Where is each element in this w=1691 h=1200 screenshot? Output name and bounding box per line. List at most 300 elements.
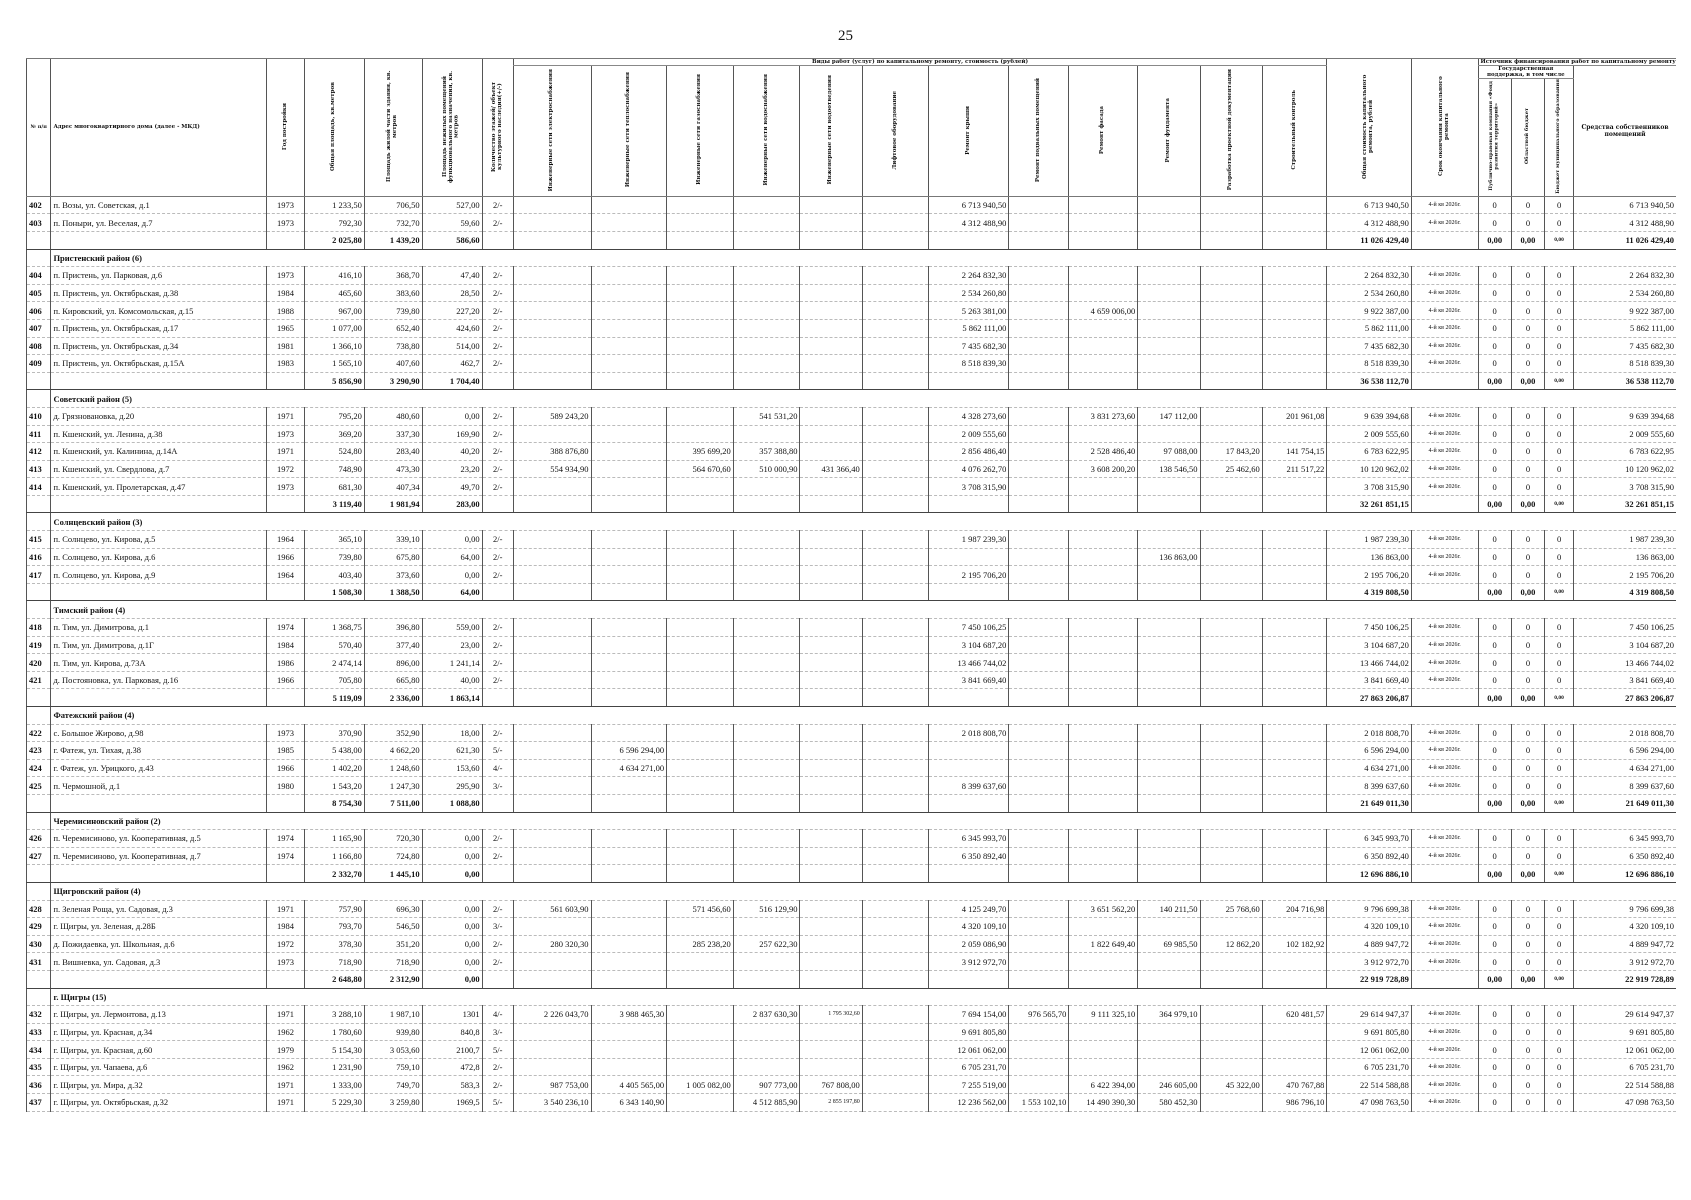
- cell-c3: [667, 671, 734, 689]
- cell-f4: 4 889 947,72: [1574, 935, 1676, 953]
- cell-c7: 4 312 488,90: [929, 214, 1009, 232]
- cell-f2: 0: [1511, 671, 1544, 689]
- cell-c11: 25 462,60: [1200, 460, 1262, 478]
- cell-c8: [1009, 1058, 1069, 1076]
- cell-f2: 0: [1511, 267, 1544, 285]
- cell-c7: 13 466 744,02: [929, 654, 1009, 672]
- cell-f3: 0: [1545, 847, 1574, 865]
- cell-c3: [667, 548, 734, 566]
- cell-c10: 580 452,30: [1138, 1094, 1200, 1112]
- cell-total: 9 922 387,00: [1327, 302, 1411, 320]
- cell-f3: 0: [1545, 425, 1574, 443]
- table-row: [27, 636, 1677, 654]
- cell-fl: 3/-: [482, 1023, 513, 1041]
- cell-c8: [1009, 355, 1069, 373]
- cell-c5: [800, 742, 862, 760]
- total-cell-f1: 0,00: [1478, 372, 1511, 390]
- cell-total: 4 320 109,10: [1327, 918, 1411, 936]
- cell-nonres: 0,00: [422, 830, 482, 848]
- cell-total: 12 061 062,00: [1327, 1041, 1411, 1059]
- cell-addr: п. Пристень, ул. Парковая, д.6: [51, 267, 267, 285]
- cell-c4: [733, 267, 800, 285]
- cell-c10: 69 985,50: [1138, 935, 1200, 953]
- cell-c8: [1009, 777, 1069, 795]
- total-cell-f2: 0,00: [1511, 583, 1544, 601]
- cell-c5: [800, 443, 862, 461]
- cell-c11: [1200, 671, 1262, 689]
- cell-addr: д. Грязновановка, д.20: [51, 407, 267, 425]
- col-header-c1-text: Инженерные сети электроснабжения: [548, 68, 555, 192]
- total-cell-c5: [800, 970, 862, 988]
- cell-c5: 2 855 197,80: [800, 1094, 862, 1112]
- cell-f4: 47 098 763,50: [1574, 1094, 1676, 1112]
- total-cell-f3: 0,00: [1545, 231, 1574, 249]
- cell-c10: [1138, 724, 1200, 742]
- total-cell-c9: [1069, 495, 1138, 513]
- cell-c4: [733, 302, 800, 320]
- cell-c4: [733, 214, 800, 232]
- total-cell-year: [267, 495, 305, 513]
- cell-fl: 2/-: [482, 443, 513, 461]
- cell-c5: [800, 759, 862, 777]
- col-header-c7-text: Ремонт крыши: [964, 105, 971, 155]
- cell-c10: [1138, 337, 1200, 355]
- total-cell-c5: [800, 689, 862, 707]
- cell-f2: 0: [1511, 1041, 1544, 1059]
- cell-area: 5 438,00: [304, 742, 364, 760]
- cell-term: 4-й кв 2026г.: [1411, 777, 1478, 795]
- cell-area: 792,30: [304, 214, 364, 232]
- cell-c2: [591, 284, 667, 302]
- col-header-n: № п/п: [27, 59, 51, 197]
- district-header-row: [27, 812, 1677, 830]
- cell-c8: [1009, 566, 1069, 584]
- col-header-c9: [1069, 66, 1138, 197]
- cell-res: 896,00: [364, 654, 422, 672]
- cell-f2: 0: [1511, 196, 1544, 214]
- total-cell-fl: [482, 970, 513, 988]
- cell-addr: п. Вишневка, ул. Садовая, д.3: [51, 953, 267, 971]
- cell-year: 1984: [267, 918, 305, 936]
- cell-nonres: 621,30: [422, 742, 482, 760]
- table-row: [27, 425, 1677, 443]
- district-spacer-cell: [27, 882, 51, 900]
- cell-addr: п. Поныри, ул. Веселая, д.7: [51, 214, 267, 232]
- cell-c1: 589 243,20: [513, 407, 591, 425]
- cell-f4: 13 466 744,02: [1574, 654, 1676, 672]
- cell-area: 1 165,90: [304, 830, 364, 848]
- cell-c10: [1138, 425, 1200, 443]
- cell-term: 4-й кв 2026г.: [1411, 478, 1478, 496]
- cell-term: 4-й кв 2026г.: [1411, 1006, 1478, 1024]
- cell-c6: [862, 196, 929, 214]
- cell-c10: [1138, 654, 1200, 672]
- cell-c1: [513, 566, 591, 584]
- cell-c10: [1138, 1023, 1200, 1041]
- cell-c12: [1262, 1023, 1327, 1041]
- cell-c6: [862, 267, 929, 285]
- total-cell-c10: [1138, 865, 1200, 883]
- cell-n: 428: [27, 900, 51, 918]
- total-cell-fl: [482, 689, 513, 707]
- cell-c9: [1069, 548, 1138, 566]
- cell-c2: [591, 953, 667, 971]
- total-cell-c10: [1138, 372, 1200, 390]
- cell-c7: 6 350 892,40: [929, 847, 1009, 865]
- cell-f2: 0: [1511, 654, 1544, 672]
- total-cell-c11: [1200, 231, 1262, 249]
- cell-c11: [1200, 777, 1262, 795]
- cell-fl: 3/-: [482, 918, 513, 936]
- cell-res: 675,80: [364, 548, 422, 566]
- total-cell-addr: [51, 495, 267, 513]
- cell-c7: 2 534 260,80: [929, 284, 1009, 302]
- cell-c6: [862, 302, 929, 320]
- cell-year: 1971: [267, 443, 305, 461]
- cell-c1: [513, 619, 591, 637]
- cell-f2: 0: [1511, 900, 1544, 918]
- col-header-c3: [667, 66, 734, 197]
- col-header-f3: [1545, 79, 1574, 197]
- cell-c10: [1138, 1041, 1200, 1059]
- cell-c1: [513, 267, 591, 285]
- cell-f1: 0: [1478, 636, 1511, 654]
- cell-c3: [667, 724, 734, 742]
- cell-c8: [1009, 900, 1069, 918]
- total-cell-c8: [1009, 970, 1069, 988]
- cell-total: 47 098 763,50: [1327, 1094, 1411, 1112]
- cell-c12: [1262, 337, 1327, 355]
- cell-c2: [591, 548, 667, 566]
- total-cell-c1: [513, 495, 591, 513]
- cell-c1: [513, 355, 591, 373]
- cell-year: 1966: [267, 548, 305, 566]
- total-cell-nonres: 1 704,40: [422, 372, 482, 390]
- cell-c5: [800, 566, 862, 584]
- cell-total: 6 783 622,95: [1327, 443, 1411, 461]
- cell-res: 407,60: [364, 355, 422, 373]
- total-cell-nonres: 1 088,80: [422, 794, 482, 812]
- cell-c6: [862, 900, 929, 918]
- cell-f4: 6 713 940,50: [1574, 196, 1676, 214]
- cell-addr: п. Черемисиново, ул. Кооперативная, д.5: [51, 830, 267, 848]
- cell-c10: [1138, 478, 1200, 496]
- cell-f4: 3 708 315,90: [1574, 478, 1676, 496]
- cell-c10: [1138, 619, 1200, 637]
- cell-c3: [667, 1023, 734, 1041]
- col-header-floors: [482, 59, 513, 197]
- cell-c10: [1138, 319, 1200, 337]
- cell-nonres: 0,00: [422, 847, 482, 865]
- cell-c3: [667, 1006, 734, 1024]
- cell-c8: [1009, 319, 1069, 337]
- cell-c12: 470 767,88: [1262, 1076, 1327, 1094]
- cell-c7: 7 450 106,25: [929, 619, 1009, 637]
- cell-c6: [862, 425, 929, 443]
- cell-f4: 3 912 972,70: [1574, 953, 1676, 971]
- header-row-groups: [27, 59, 1677, 66]
- cell-fl: 2/-: [482, 566, 513, 584]
- cell-c5: [800, 548, 862, 566]
- cell-addr: г. Щигры, ул. Зеленая, д.28Б: [51, 918, 267, 936]
- cell-year: 1973: [267, 196, 305, 214]
- cell-nonres: 0,00: [422, 566, 482, 584]
- cell-fl: 4/-: [482, 759, 513, 777]
- cell-c10: [1138, 302, 1200, 320]
- cell-f2: 0: [1511, 319, 1544, 337]
- cell-c11: [1200, 742, 1262, 760]
- cell-year: 1974: [267, 830, 305, 848]
- cell-c4: [733, 319, 800, 337]
- cell-c3: [667, 319, 734, 337]
- cell-c3: [667, 1041, 734, 1059]
- cell-year: 1973: [267, 724, 305, 742]
- cell-f1: 0: [1478, 830, 1511, 848]
- cell-f4: 2 264 832,30: [1574, 267, 1676, 285]
- cell-n: 416: [27, 548, 51, 566]
- cell-c11: [1200, 1006, 1262, 1024]
- cell-c12: [1262, 267, 1327, 285]
- cell-c6: [862, 654, 929, 672]
- district-header-row: [27, 707, 1677, 725]
- cell-term: 4-й кв 2026г.: [1411, 830, 1478, 848]
- cell-c4: [733, 953, 800, 971]
- cell-year: 1964: [267, 531, 305, 549]
- cell-year: 1973: [267, 478, 305, 496]
- total-cell-total: 32 261 851,15: [1327, 495, 1411, 513]
- col-header-c5: [800, 66, 862, 197]
- cell-c9: [1069, 953, 1138, 971]
- cell-n: 402: [27, 196, 51, 214]
- cell-term: 4-й кв 2026г.: [1411, 1094, 1478, 1112]
- col-header-term: [1411, 59, 1478, 197]
- cell-c5: [800, 935, 862, 953]
- district-name: Пристенский район (6): [51, 249, 1676, 267]
- total-cell-nonres: 0,00: [422, 970, 482, 988]
- cell-fl: 3/-: [482, 777, 513, 795]
- cell-n: 430: [27, 935, 51, 953]
- cell-nonres: 295,90: [422, 777, 482, 795]
- cell-c11: [1200, 407, 1262, 425]
- cell-addr: п. Пристень, ул. Октябрьская, д.34: [51, 337, 267, 355]
- cell-n: 423: [27, 742, 51, 760]
- cell-f1: 0: [1478, 847, 1511, 865]
- cell-addr: п. Кшенский, ул. Свердлова, д.7: [51, 460, 267, 478]
- cell-c1: 987 753,00: [513, 1076, 591, 1094]
- cell-nonres: 2100,7: [422, 1041, 482, 1059]
- total-cell-c7: [929, 689, 1009, 707]
- cell-c7: 5 263 381,00: [929, 302, 1009, 320]
- cell-f3: 0: [1545, 355, 1574, 373]
- cell-year: 1972: [267, 935, 305, 953]
- cell-f1: 0: [1478, 900, 1511, 918]
- cell-f4: 8 518 839,30: [1574, 355, 1676, 373]
- district-total-row: [27, 372, 1677, 390]
- cell-f4: 7 435 682,30: [1574, 337, 1676, 355]
- cell-n: 413: [27, 460, 51, 478]
- cell-c2: [591, 847, 667, 865]
- cell-c9: [1069, 196, 1138, 214]
- cell-f3: 0: [1545, 654, 1574, 672]
- cell-term: 4-й кв 2026г.: [1411, 284, 1478, 302]
- cell-fl: 5/-: [482, 1094, 513, 1112]
- cell-fl: 2/-: [482, 724, 513, 742]
- cell-c4: [733, 1041, 800, 1059]
- cell-c7: [929, 548, 1009, 566]
- cell-c7: 3 841 669,40: [929, 671, 1009, 689]
- table-row: [27, 407, 1677, 425]
- total-cell-year: [267, 689, 305, 707]
- total-cell-c8: [1009, 583, 1069, 601]
- cell-c9: [1069, 742, 1138, 760]
- cell-c6: [862, 619, 929, 637]
- cell-res: 1 248,60: [364, 759, 422, 777]
- cell-c1: [513, 478, 591, 496]
- cell-f3: 0: [1545, 196, 1574, 214]
- cell-addr: п. Пристень, ул. Октябрьская, д.17: [51, 319, 267, 337]
- total-cell-term: [1411, 689, 1478, 707]
- total-cell-c4: [733, 231, 800, 249]
- cell-c4: 516 129,90: [733, 900, 800, 918]
- total-cell-c11: [1200, 689, 1262, 707]
- cell-res: 1 247,30: [364, 777, 422, 795]
- cell-c12: [1262, 830, 1327, 848]
- cell-term: 4-й кв 2026г.: [1411, 337, 1478, 355]
- cell-c10: [1138, 918, 1200, 936]
- cell-area: 718,90: [304, 953, 364, 971]
- cell-total: 6 350 892,40: [1327, 847, 1411, 865]
- cell-c4: [733, 759, 800, 777]
- cell-c6: [862, 214, 929, 232]
- cell-year: 1988: [267, 302, 305, 320]
- cell-c11: [1200, 847, 1262, 865]
- cell-addr: г. Фатеж, ул. Тихая, д.38: [51, 742, 267, 760]
- cell-f3: 0: [1545, 566, 1574, 584]
- district-spacer-cell: [27, 513, 51, 531]
- cell-c8: [1009, 196, 1069, 214]
- total-cell-year: [267, 794, 305, 812]
- total-cell-c5: [800, 865, 862, 883]
- total-cell-c7: [929, 231, 1009, 249]
- cell-c11: [1200, 619, 1262, 637]
- cell-c11: [1200, 214, 1262, 232]
- cell-c3: 395 699,20: [667, 443, 734, 461]
- cell-area: 1 366,10: [304, 337, 364, 355]
- cell-area: 1 780,60: [304, 1023, 364, 1041]
- cell-c1: [513, 742, 591, 760]
- cell-c12: [1262, 355, 1327, 373]
- cell-f3: 0: [1545, 1076, 1574, 1094]
- cell-f1: 0: [1478, 1094, 1511, 1112]
- total-cell-addr: [51, 231, 267, 249]
- cell-nonres: 0,00: [422, 953, 482, 971]
- cell-f3: 0: [1545, 1058, 1574, 1076]
- table-row: [27, 460, 1677, 478]
- cell-f2: 0: [1511, 847, 1544, 865]
- cell-c7: 4 328 273,60: [929, 407, 1009, 425]
- col-header-total-cost: [1327, 59, 1411, 197]
- cell-f3: 0: [1545, 1006, 1574, 1024]
- cell-c1: [513, 337, 591, 355]
- cell-c9: 14 490 390,30: [1069, 1094, 1138, 1112]
- capital-repair-table: [26, 58, 1676, 1112]
- cell-f4: 6 345 993,70: [1574, 830, 1676, 848]
- total-cell-c10: [1138, 583, 1200, 601]
- total-cell-c6: [862, 372, 929, 390]
- cell-total: 3 912 972,70: [1327, 953, 1411, 971]
- cell-f2: 0: [1511, 460, 1544, 478]
- total-cell-year: [267, 970, 305, 988]
- total-cell-c4: [733, 970, 800, 988]
- cell-c5: [800, 196, 862, 214]
- cell-area: 1 231,90: [304, 1058, 364, 1076]
- cell-c2: [591, 443, 667, 461]
- cell-c9: [1069, 1058, 1138, 1076]
- cell-fl: 2/-: [482, 671, 513, 689]
- cell-f3: 0: [1545, 531, 1574, 549]
- cell-c11: [1200, 548, 1262, 566]
- cell-n: 410: [27, 407, 51, 425]
- cell-addr: п. Тим, ул. Димитрова, д.1: [51, 619, 267, 637]
- cell-f4: 8 399 637,60: [1574, 777, 1676, 795]
- total-cell-n: [27, 372, 51, 390]
- district-header-row: [27, 988, 1677, 1006]
- cell-c11: [1200, 724, 1262, 742]
- cell-c10: [1138, 671, 1200, 689]
- district-spacer-cell: [27, 390, 51, 408]
- cell-c9: [1069, 267, 1138, 285]
- cell-res: 724,80: [364, 847, 422, 865]
- cell-c10: [1138, 777, 1200, 795]
- total-cell-fl: [482, 794, 513, 812]
- total-cell-f2: 0,00: [1511, 689, 1544, 707]
- cell-total: 6 713 940,50: [1327, 196, 1411, 214]
- cell-c11: [1200, 337, 1262, 355]
- cell-c9: [1069, 425, 1138, 443]
- cell-addr: п. Пристень, ул. Октябрьская, д.38: [51, 284, 267, 302]
- cell-total: 8 518 839,30: [1327, 355, 1411, 373]
- col-header-c10-text: Ремонт фундамента: [1165, 97, 1172, 163]
- cell-c9: 1 822 649,40: [1069, 935, 1138, 953]
- cell-total: 10 120 962,02: [1327, 460, 1411, 478]
- cell-c10: [1138, 759, 1200, 777]
- cell-c10: [1138, 847, 1200, 865]
- cell-res: 407,34: [364, 478, 422, 496]
- cell-total: 3 841 669,40: [1327, 671, 1411, 689]
- total-cell-c1: [513, 794, 591, 812]
- cell-c6: [862, 407, 929, 425]
- cell-year: 1980: [267, 777, 305, 795]
- cell-fl: 2/-: [482, 654, 513, 672]
- cell-f2: 0: [1511, 355, 1544, 373]
- cell-f4: 9 691 805,80: [1574, 1023, 1676, 1041]
- col-header-c4-text: Инженерные сети водоснабжения: [762, 74, 769, 186]
- total-cell-f2: 0,00: [1511, 865, 1544, 883]
- cell-c1: [513, 1058, 591, 1076]
- cell-c10: [1138, 196, 1200, 214]
- total-cell-c1: [513, 231, 591, 249]
- cell-f3: 0: [1545, 619, 1574, 637]
- cell-c9: [1069, 214, 1138, 232]
- cell-area: 757,90: [304, 900, 364, 918]
- total-cell-term: [1411, 970, 1478, 988]
- cell-total: 22 514 588,88: [1327, 1076, 1411, 1094]
- cell-c9: [1069, 337, 1138, 355]
- cell-c12: [1262, 636, 1327, 654]
- cell-c1: [513, 196, 591, 214]
- cell-c2: 3 988 465,30: [591, 1006, 667, 1024]
- cell-nonres: 28,50: [422, 284, 482, 302]
